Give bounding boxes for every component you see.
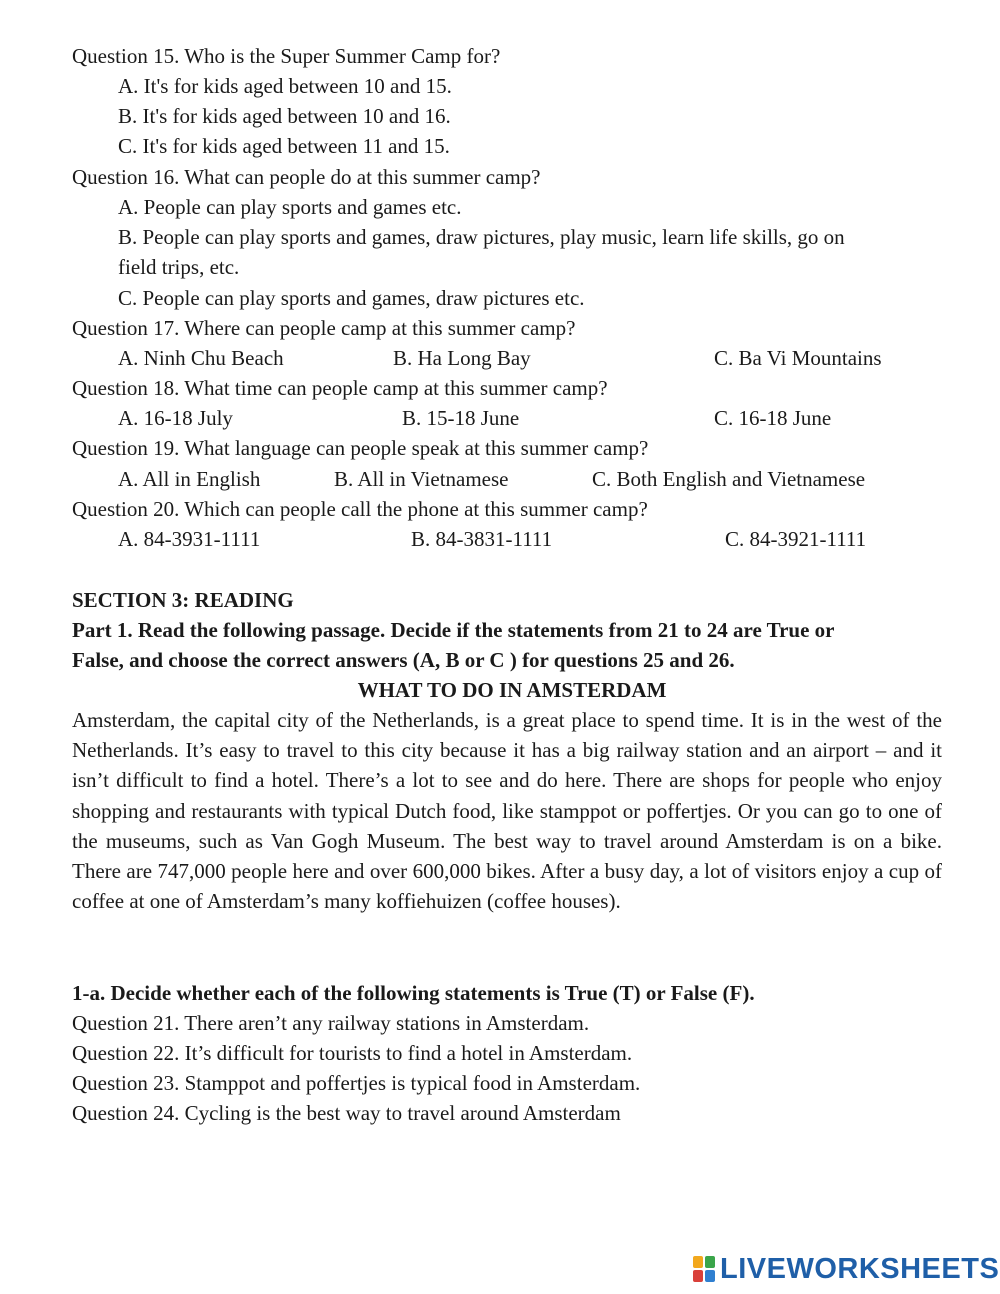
question-18-stem: Question 18. What time can people camp at this summer camp?: [72, 376, 608, 400]
question-20-option-c: C. 84-3921-1111: [725, 527, 867, 551]
question-16-option-b-continued: field trips, etc.: [118, 255, 240, 279]
question-17-stem: Question 17. Where can people camp at this summer camp?: [72, 316, 576, 340]
question-16-option-b: B. People can play sports and games, draw pictures, play music, learn life skills, go on: [118, 225, 845, 249]
question-16-option-c: C. People can play sports and games, draw pictures etc.: [118, 286, 585, 310]
passage-title: WHAT TO DO IN AMSTERDAM: [357, 678, 667, 702]
question-19-option-c: C. Both English and Vietnamese: [592, 467, 866, 491]
question-20-option-a: A. 84-3931-1111: [118, 527, 261, 551]
question-16-stem: Question 16. What can people do at this summer camp?: [72, 165, 541, 189]
part-1-instructions: Part 1. Read the following passage. Decide if the statements from 21 to 24 are True or: [72, 618, 835, 642]
question-19-option-a: A. All in English: [118, 467, 261, 491]
question-15-stem: Question 15. Who is the Super Summer Camp for?: [72, 44, 501, 68]
question-23: Question 23. Stamppot and poffertjes is typical food in Amsterdam.: [72, 1071, 641, 1095]
question-18-option-a: A. 16-18 July: [118, 406, 233, 430]
question-15-option-a: A. It's for kids aged between 10 and 15.: [118, 74, 452, 98]
question-19-stem: Question 19. What language can people speak at this summer camp?: [72, 436, 649, 460]
question-16-option-a: A. People can play sports and games etc.: [118, 195, 462, 219]
question-15-option-c: C. It's for kids aged between 11 and 15.: [118, 134, 450, 158]
liveworksheets-logo: [692, 1253, 999, 1285]
question-17-option-c: C. Ba Vi Mountains: [714, 346, 882, 370]
question-18-option-c: C. 16-18 June: [714, 406, 832, 430]
question-17-option-a: A. Ninh Chu Beach: [118, 346, 284, 370]
question-21: Question 21. There aren’t any railway stations in Amsterdam.: [72, 1011, 590, 1035]
task-1a-instructions: 1-a. Decide whether each of the following statements is True (T) or False (F).: [72, 981, 755, 1005]
question-18-option-b: B. 15-18 June: [402, 406, 520, 430]
part-1-instructions-continued: False, and choose the correct answers (A, B or C ) for questions 25 and 26.: [72, 648, 735, 672]
question-20-stem: Question 20. Which can people call the phone at this summer camp?: [72, 497, 648, 521]
question-17-option-b: B. Ha Long Bay: [393, 346, 531, 370]
question-15-option-b: B. It's for kids aged between 10 and 16.: [118, 104, 451, 128]
question-20-option-b: B. 84-3831-1111: [411, 527, 553, 551]
reading-passage: Amsterdam, the capital city of the Netherlands, is a great place to spend time. It is in the west of the Netherlands. It’s easy to travel to this city because it has a big railway station and an airport – and it isn’t difficult to find a hotel. There’s a lot to see and do here. There are shops for people who enjoy shopping and restaurants with typical Dutch food, like stamppot or poffertjes. Or you can go to one of the museums, such as Van Gogh Museum. The best way to travel around Amsterdam is on a bike. There are 747,000 people here and over 600,000 bikes. After a busy day, a lot of visitors enjoy a cup of coffee at one of Amsterdam’s many koffiehuizen (coffee houses).: [72, 708, 942, 914]
question-19-option-b: B. All in Vietnamese: [334, 467, 509, 491]
question-22: Question 22. It’s difficult for tourists to find a hotel in Amsterdam.: [72, 1041, 633, 1065]
logo-text: LIVEWORKSHEETS: [720, 1252, 1000, 1285]
question-24: Question 24. Cycling is the best way to travel around Amsterdam: [72, 1101, 621, 1125]
liveworksheets-logo-icon: [692, 1255, 716, 1283]
section-title: SECTION 3: READING: [72, 588, 294, 612]
